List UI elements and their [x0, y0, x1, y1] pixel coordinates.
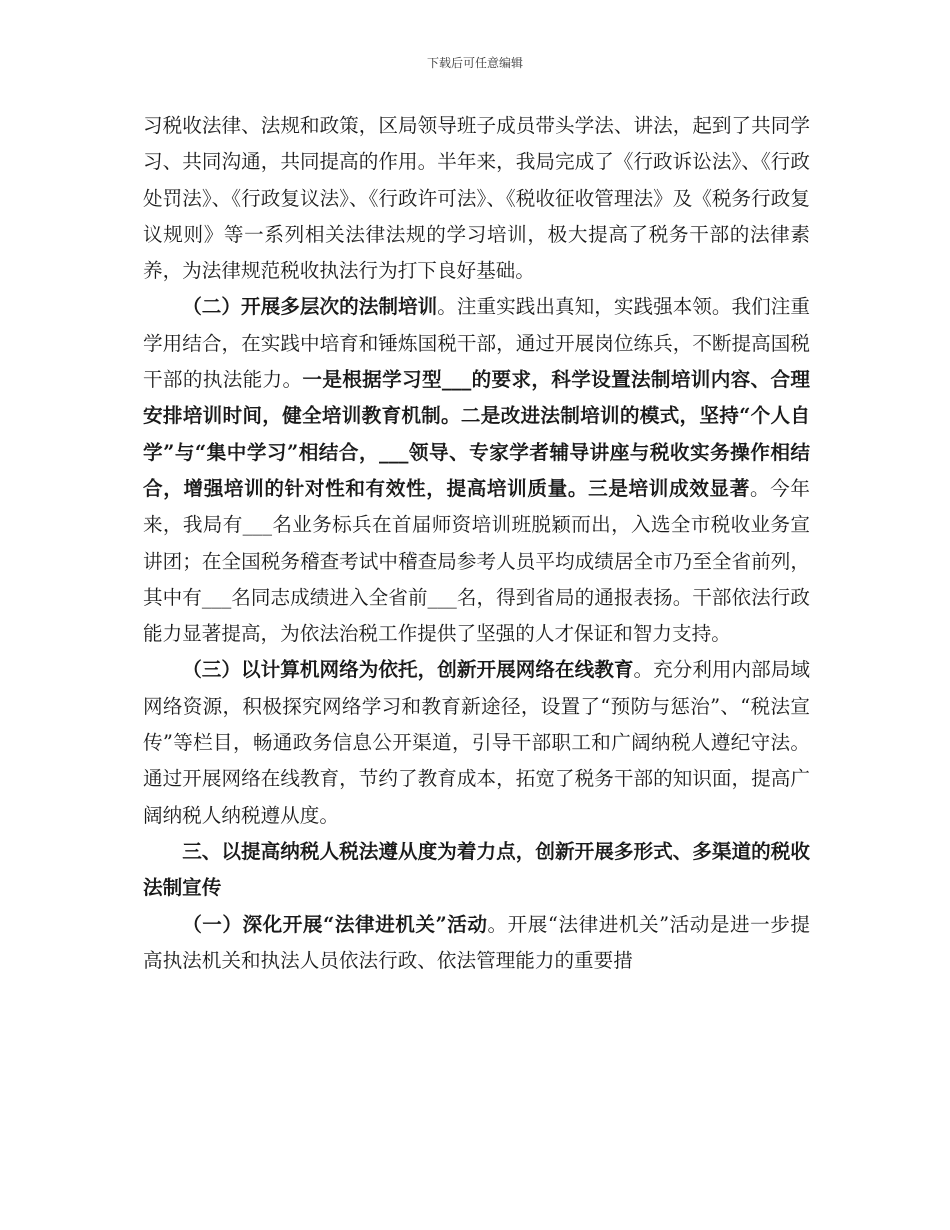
- document-body: [143, 108, 810, 979]
- bold-text-segment: （三）以计算机网络为依托，创新开展网络在线教育: [182, 658, 634, 682]
- text-segment: 习税收法律、法规和政策，区局领导班子成员带头学法、讲法，起到了共同学习、共同沟通，共同提高的作用。半年来，我局完成了《行政诉讼法》、《行政处罚法》、《行政复议法》、《行政许可法》、《税收征收管理法》及《税务行政复议规则》等一系列相关法律法规的学习培训，极大提高了税务干部的法律素养，为法律规范税收执法行为打下良好基础。: [143, 114, 810, 283]
- paragraph: [143, 652, 810, 833]
- bold-text-segment: （一）深化开展“法律进机关”活动: [182, 912, 488, 936]
- paragraph: [143, 907, 810, 980]
- bold-text-segment: （二）开展多层次的法制培训: [182, 295, 438, 319]
- bold-text-segment: 一是根据学习型___的要求，科学设置法制培训内容、合理安排培训时间，健全培训教育机制。二是改进法制培训的模式，坚持“个人自学”与“集中学习”相结合，___领导、专家学者辅导讲座与税收实务操作相结合，增强培训的针对性和有效性，提高培训质量。三是培训成效显著: [143, 368, 811, 500]
- text-segment: 。今年来，我局有___名业务标兵在首届师资培训班脱颖而出，入选全市税收业务宣讲团；在全国税务稽查考试中稽查局参考人员平均成绩居全市乃至全省前列，其中有___名同志成绩进入全省前___名，得到省局的通报表扬。干部依法行政能力显著提高，为依法治税工作提供了坚强的人才保证和智力支持。: [143, 476, 811, 646]
- text-segment: 。充分利用内部局域网络资源，积极探究网络学习和教育新途径，设置了“预防与惩治”、“税法宣传”等栏目，畅通政务信息公开渠道，引导干部职工和广阔纳税人遵纪守法。通过开展网络在线教育，节约了教育成本，拓宽了税务干部的知识面，提高广阔纳税人纳税遵从度。: [143, 658, 811, 827]
- paragraph: [143, 834, 810, 907]
- text-segment: 。开展“法律进机关”活动是进一步提高执法机关和执法人员依法行政、依法管理能力的重要措: [143, 912, 810, 972]
- paragraph: [143, 108, 810, 289]
- paragraph: [143, 289, 810, 652]
- bold-text-segment: 三、以提高纳税人税法遵从度为着力点，创新开展多形式、多渠道的税收法制宣传: [143, 839, 810, 900]
- page-header: 下载后可任意编辑: [426, 56, 523, 70]
- text-segment: 。注重实践出真知，实践强本领。我们注重学用结合，在实践中培育和锤炼国税干部，通过开展岗位练兵，不断提高国税干部的执法能力。: [143, 295, 811, 392]
